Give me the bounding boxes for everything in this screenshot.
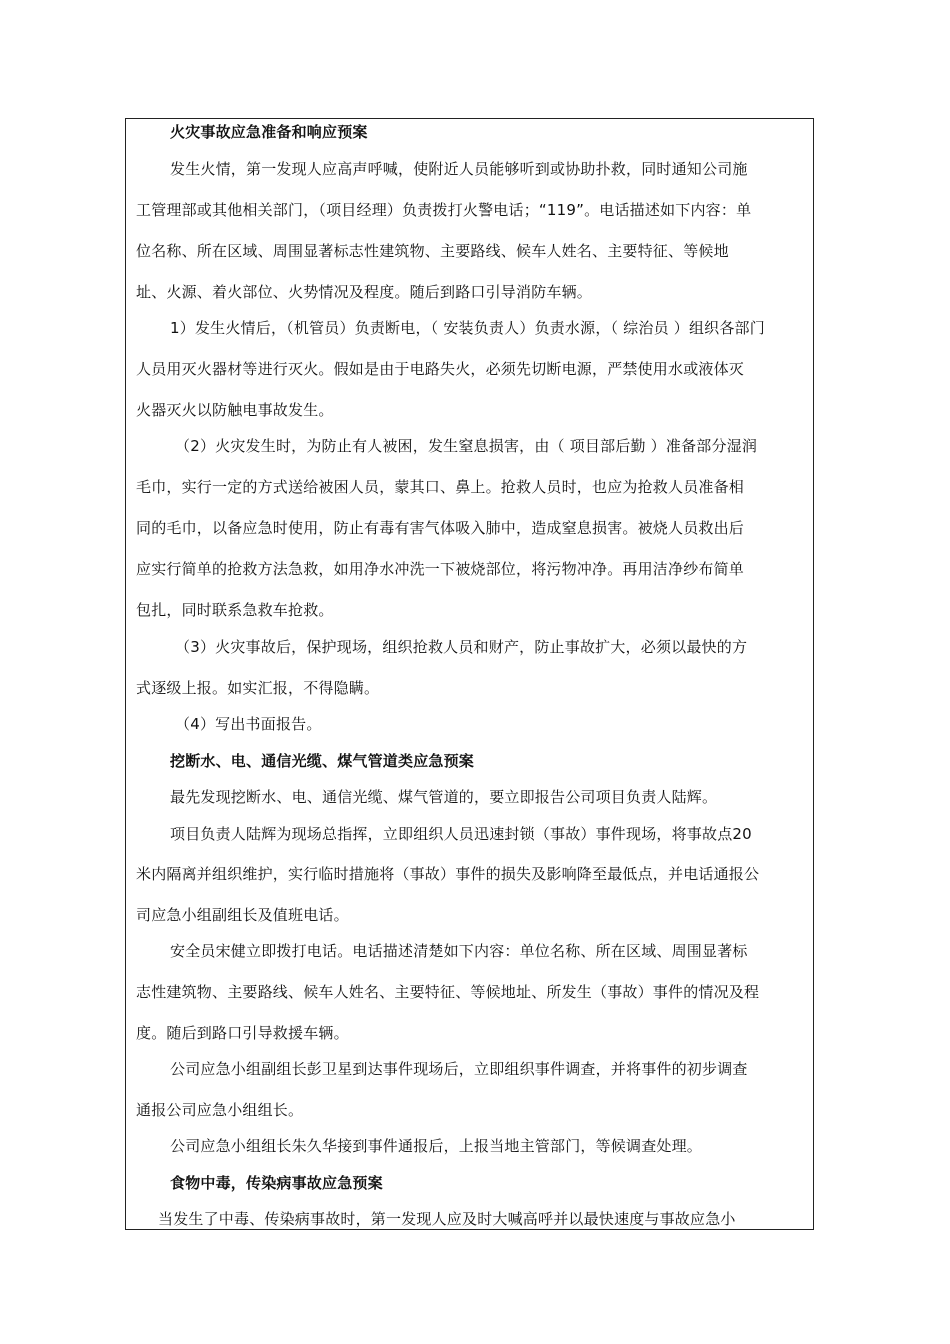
paragraph-line: 司应急小组副组长及值班电话。 <box>136 906 349 924</box>
paragraph-line: 式逐级上报。如实汇报，不得隐瞒。 <box>136 679 380 697</box>
paragraph-line: 址、火源、着火部位、火势情况及程度。随后到路口引导消防车辆。 <box>136 283 593 301</box>
section-heading-excavation: 挖断水、电、通信光缆、煤气管道类应急预案 <box>170 752 475 770</box>
paragraph-line: 项目负责人陆辉为现场总指挥，立即组织人员迅速封锁（事故）事件现场，将事故点20 <box>170 825 752 843</box>
paragraph-line: 发生火情，第一发现人应高声呼喊，使附近人员能够听到或协助扑救，同时通知公司施 <box>170 160 748 178</box>
paragraph-line: 工管理部或其他相关部门，（项目经理）负责拨打火警电话；“119”。电话描述如下内容：单 <box>136 201 752 219</box>
paragraph-line: （2）火灾发生时，为防止有人被困，发生窒息损害，由（ 项目部后勤 ）准备部分湿润 <box>175 437 758 455</box>
section-heading-fire: 火灾事故应急准备和响应预案 <box>170 123 368 141</box>
paragraph-line: 公司应急小组组长朱久华接到事件通报后，上报当地主管部门，等候调查处理。 <box>170 1137 703 1155</box>
paragraph-line: 公司应急小组副组长彭卫星到达事件现场后，立即组织事件调查，并将事件的初步调查 <box>170 1060 748 1078</box>
paragraph-line: （3）火灾事故后，保护现场，组织抢救人员和财产，防止事故扩大，必须以最快的方 <box>175 638 748 656</box>
paragraph-line: 通报公司应急小组组长。 <box>136 1101 304 1119</box>
paragraph-line: 度。随后到路口引导救援车辆。 <box>136 1024 349 1042</box>
paragraph-line: 志性建筑物、主要路线、候车人姓名、主要特征、等候地址、所发生（事故）事件的情况及程 <box>136 983 760 1001</box>
paragraph-line: 最先发现挖断水、电、通信光缆、煤气管道的，要立即报告公司项目负责人陆辉。 <box>170 788 718 806</box>
paragraph-line: 火器灭火以防触电事故发生。 <box>136 401 334 419</box>
paragraph-line: 当发生了中毒、传染病事故时，第一发现人应及时大喊高呼并以最快速度与事故应急小 <box>158 1210 736 1228</box>
paragraph-line: 同的毛巾，以备应急时使用，防止有毒有害气体吸入肺中，造成窒息损害。被烧人员救出后 <box>136 519 745 537</box>
paragraph-line: 包扎，同时联系急救车抢救。 <box>136 601 334 619</box>
paragraph-line: 安全员宋健立即拨打电话。电话描述清楚如下内容：单位名称、所在区域、周围显著标 <box>170 942 748 960</box>
paragraph-line: 1）发生火情后，（机管员）负责断电，（ 安装负责人）负责水源，（ 综治员 ）组织各部门 <box>170 319 765 337</box>
paragraph-line: 毛巾，实行一定的方式送给被困人员，蒙其口、鼻上。抢救人员时，也应为抢救人员准备相 <box>136 478 745 496</box>
paragraph-line: （4）写出书面报告。 <box>175 715 322 733</box>
paragraph-line: 米内隔离并组织维护，实行临时措施将（事故）事件的损失及影响降至最低点，并电话通报公 <box>136 865 760 883</box>
paragraph-line: 人员用灭火器材等进行灭火。假如是由于电路失火，必须先切断电源，严禁使用水或液体灭 <box>136 360 745 378</box>
paragraph-line: 应实行简单的抢救方法急救，如用净水冲洗一下被烧部位，将污物冲净。再用洁净纱布简单 <box>136 560 745 578</box>
paragraph-line: 位名称、所在区域、周围显著标志性建筑物、主要路线、候车人姓名、主要特征、等候地 <box>136 242 729 260</box>
section-heading-poisoning: 食物中毒，传染病事故应急预案 <box>170 1174 383 1192</box>
